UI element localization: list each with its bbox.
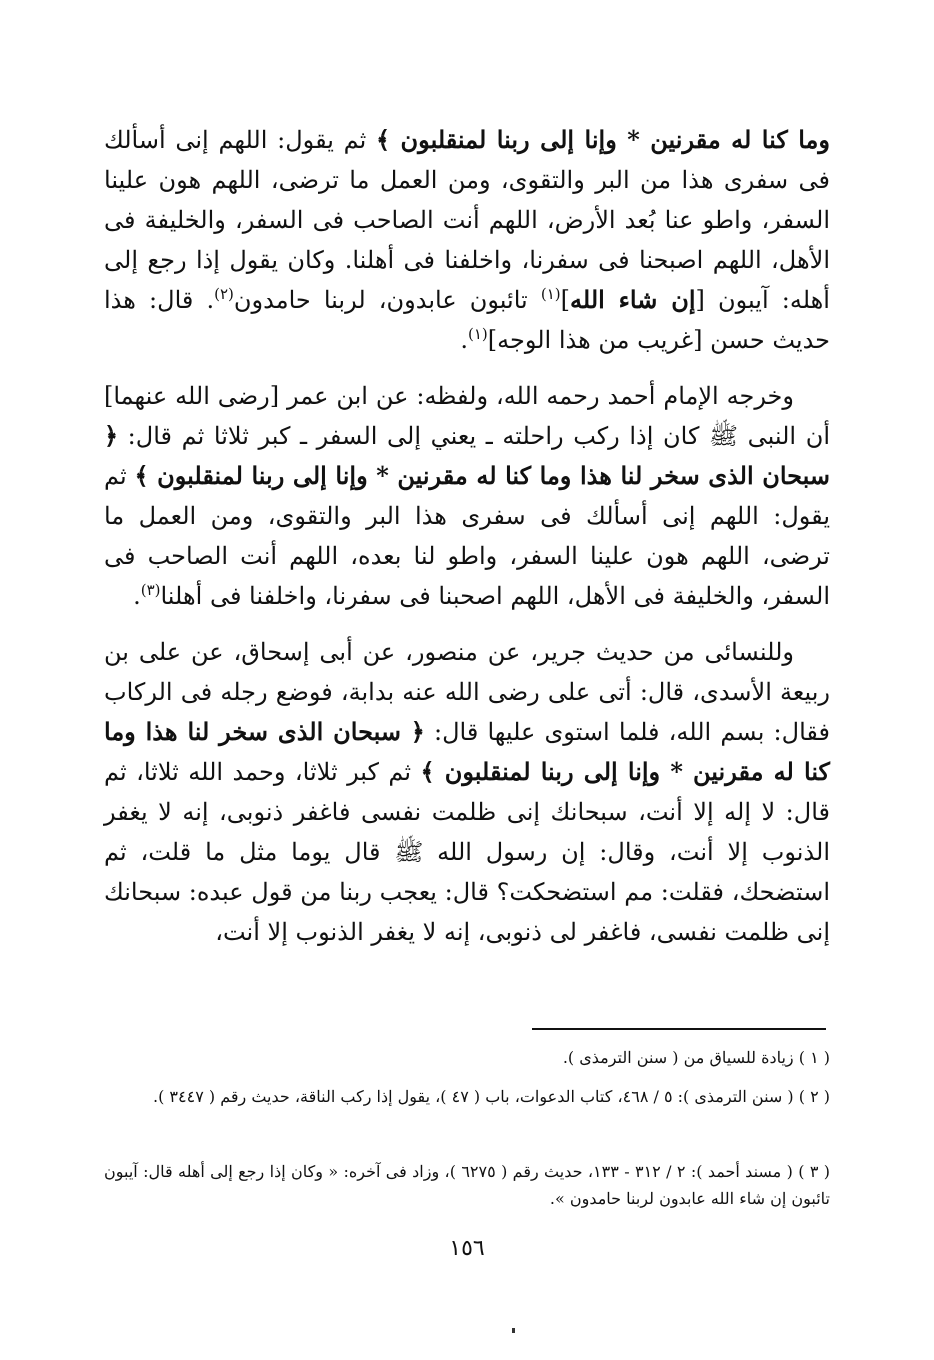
page-number: ١٥٦ <box>449 1236 485 1261</box>
footnote-ref-3: (٣) <box>140 581 161 599</box>
footnote-ref-2: (٢) <box>214 285 234 303</box>
footnote-2: ( ٢ ) ( سنن الترمذى ): ٥ / ٤٦٨، كتاب الدعوات، باب ( ٤٧ )، يقول إذا ركب الناقة، حديث رقم ( ٣٤٤٧ ). <box>153 1087 830 1106</box>
footnote-ref-1b: (١) <box>467 325 488 343</box>
footnote-1: ( ١ ) زيادة للسياق من ( سنن الترمذى ). <box>562 1048 830 1067</box>
quran-verse: ﴿ سبحان الذى سخر لنا هذا وما كنا له مقرنين * وإنا إلى ربنا لمنقلبون ﴾ <box>104 717 830 786</box>
quran-verse-end: وما كنا له مقرنين * وإنا إلى ربنا لمنقلبون ﴾ <box>376 125 831 154</box>
paragraph-3: وللنسائى من حديث جرير، عن منصور، عن أبى إسحاق، عن على بن ربيعة الأسدى، قال: أتى على رضى الله عنه بدابة، فوضع رجله فى الركاب فقال: بسم الله، فلما استوى عليها قال: ﴿ سبحان الذى سخر لنا هذا وما كنا له مقرنين * وإنا إلى ربنا لمنقلبون ﴾ ثم كبر ثلاثا، وحمد الله ثلاثا، ثم قال: لا إله إلا أنت، سبحانك إنى ظلمت نفسى فاغفر ذنوبى، إنه لا يغفر الذنوب إلا أنت، وقال: إن رسول الله ﷺ قال يوما مثل ما قلت، ثم استضحك، فقلت: مم استضحكت؟ قال: يعجب ربنا من قول عبده: سبحانك إنى ظلمت نفسى، فاغفر لى ذنوبى، إنه لا يغفر الذنوب إلا أنت، <box>104 638 830 946</box>
footnote-divider <box>532 1028 826 1030</box>
scan-mark <box>512 1328 515 1333</box>
paragraph-2: وخرجه الإمام أحمد رحمه الله، ولفظه: عن ابن عمر [رضى الله عنهما] أن النبى ﷺ كان إذا ركب راحلته ـ يعني إلى السفر ـ كبر ثلاثا ثم قال: ﴿ سبحان الذى سخر لنا هذا وما كنا له مقرنين * وإنا إلى ربنا لمنقلبون ﴾ ثم يقول: اللهم إنى أسألك فى سفرى هذا البر والتقوى، ومن العمل ما ترضى، اللهم هون علينا السفر، واطو لنا بعده، اللهم أنت الصاحب فى السفر، والخليفة فى الأهل، اللهم اصحبنا فى سفرنا، واخلفنا فى أهلنا$^{(٣)}$. <box>104 382 831 610</box>
quran-verse: ﴿ سبحان الذى سخر لنا هذا وما كنا له مقرنين * وإنا إلى ربنا لمنقلبون ﴾ <box>104 421 831 490</box>
footnote-ref-1: (١) <box>540 285 561 303</box>
paragraph-1: وما كنا له مقرنين * وإنا إلى ربنا لمنقلبون ﴾ ثم يقول: اللهم إنى أسألك فى سفرى هذا من البر والتقوى، ومن العمل ما ترضى، اللهم هون علينا السفر، واطو عنا بُعد الأرض، اللهم أنت الصاحب فى السفر، والخليفة فى الأهل، اللهم اصبحنا فى سفرنا، واخلفنا فى أهلنا. وكان يقول إذا رجع إلى أهله: آيبون [إن شاء الله]$^{(١)}$ تائبون عابدون، لربنا حامدون$^{(٢)}$. قال: هذا حديث حسن [غريب من هذا الوجه]$^{(١)}$. <box>104 125 831 354</box>
main-text <box>104 120 830 968</box>
footnote-3: ( ٣ ) ( مسند أحمد ): ٢ / ٣١٢ - ١٣٣، حديث رقم ( ٦٢٧٥ )، وزاد فى آخره: « وكان إذا رجع إلى أهله قال: آيبون تائبون إن شاء الله عابدون لربنا حامدون ». <box>104 1162 831 1208</box>
